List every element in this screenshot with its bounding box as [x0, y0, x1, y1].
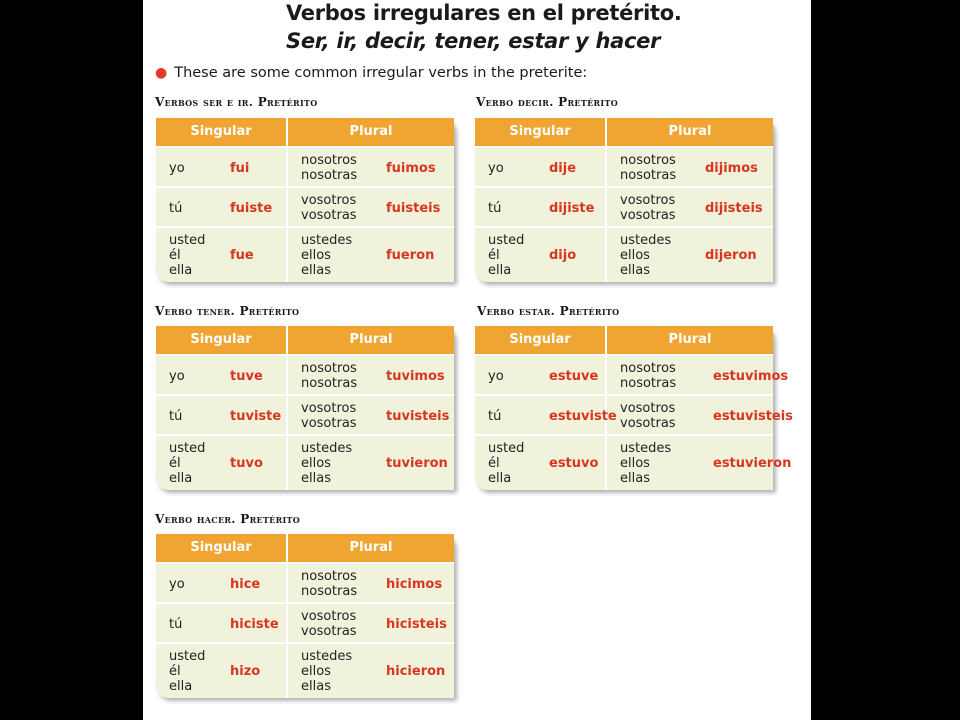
- plural-pronoun: ustedes ellos ellas: [301, 441, 353, 486]
- plural-pronoun: nosotros nosotras: [301, 153, 358, 183]
- conjugation-table-hacer: [156, 534, 454, 698]
- table-row: [475, 396, 793, 436]
- header-singular: Singular: [509, 332, 571, 347]
- conjugation-table-estar: [475, 326, 793, 490]
- plural-pronoun: vosotros vosotras: [301, 193, 357, 223]
- plural-pronoun: ustedes ellos ellas: [301, 649, 353, 694]
- plural-form: tuvisteis: [386, 409, 450, 424]
- table-row: [475, 436, 792, 490]
- singular-pronoun: tú: [169, 409, 183, 424]
- singular-form: tuvo: [230, 456, 263, 471]
- singular-form: estuviste: [549, 409, 617, 424]
- table-caption-tener: Verbo tener. Pretérito: [155, 304, 300, 318]
- singular-pronoun: tú: [488, 201, 502, 216]
- table-row: [156, 228, 454, 282]
- table-header: [156, 118, 454, 148]
- table-row: [156, 148, 454, 188]
- singular-pronoun: usted él ella: [169, 233, 206, 278]
- header-plural: Plural: [349, 540, 393, 555]
- plural-pronoun: vosotros vosotras: [620, 193, 676, 223]
- header-plural: Plural: [668, 332, 712, 347]
- plural-form: tuvieron: [386, 456, 448, 471]
- table-header: [475, 118, 773, 148]
- plural-pronoun: ustedes ellos ellas: [620, 233, 672, 278]
- plural-pronoun: vosotros vosotras: [301, 609, 357, 639]
- table-row: [156, 356, 454, 396]
- plural-form: estuvieron: [713, 456, 792, 471]
- plural-pronoun: nosotros nosotras: [620, 153, 677, 183]
- singular-pronoun: tú: [169, 201, 183, 216]
- table-row: [475, 188, 773, 228]
- header-singular: Singular: [190, 332, 252, 347]
- singular-pronoun: yo: [488, 161, 504, 176]
- plural-pronoun: nosotros nosotras: [301, 569, 358, 599]
- conjugation-table-ser-ir: [156, 118, 454, 282]
- table-caption-decir: Verbo decir. Pretérito: [476, 95, 618, 109]
- table-row: [156, 396, 454, 436]
- plural-form: fueron: [386, 248, 435, 263]
- singular-form: tuve: [230, 369, 263, 384]
- header-plural: Plural: [668, 124, 712, 139]
- singular-form: fui: [230, 161, 250, 176]
- intro-label: These are some common irregular verbs in the preterite:: [174, 65, 588, 81]
- plural-pronoun: ustedes ellos ellas: [620, 441, 672, 486]
- header-singular: Singular: [509, 124, 571, 139]
- plural-form: estuvisteis: [713, 409, 793, 424]
- table-header: [156, 326, 454, 356]
- table-row: [475, 148, 773, 188]
- plural-pronoun: vosotros vosotras: [301, 401, 357, 431]
- singular-pronoun: tú: [488, 409, 502, 424]
- singular-form: hice: [230, 577, 261, 592]
- singular-pronoun: usted él ella: [169, 441, 206, 486]
- intro-text: [155, 65, 587, 81]
- conjugation-table-decir: [475, 118, 773, 282]
- singular-form: estuvo: [549, 456, 599, 471]
- plural-pronoun: vosotros vosotras: [620, 401, 676, 431]
- singular-pronoun: yo: [488, 369, 504, 384]
- plural-form: hicimos: [386, 577, 443, 592]
- singular-form: dije: [549, 161, 577, 176]
- plural-form: estuvimos: [713, 369, 789, 384]
- table-caption-hacer: Verbo hacer. Pretérito: [155, 512, 301, 526]
- page-subtitle: Ser, ir, decir, tener, estar y hacer: [286, 29, 661, 53]
- plural-pronoun: nosotros nosotras: [620, 361, 677, 391]
- singular-pronoun: usted él ella: [488, 233, 525, 278]
- singular-pronoun: yo: [169, 577, 185, 592]
- singular-form: dijo: [549, 248, 577, 263]
- conjugation-table-tener: [156, 326, 454, 490]
- table-row: [156, 604, 454, 644]
- singular-form: estuve: [549, 369, 599, 384]
- singular-pronoun: tú: [169, 617, 183, 632]
- singular-form: fue: [230, 248, 254, 263]
- plural-form: dijisteis: [705, 201, 763, 216]
- singular-form: hizo: [230, 664, 261, 679]
- table-header: [475, 326, 773, 356]
- table-row: [156, 436, 454, 490]
- plural-form: dijeron: [705, 248, 757, 263]
- header-plural: Plural: [349, 124, 393, 139]
- table-caption-ser-ir: Verbos ser e ir. Pretérito: [155, 95, 318, 109]
- plural-form: fuisteis: [386, 201, 441, 216]
- table-row: [156, 564, 454, 604]
- plural-pronoun: nosotros nosotras: [301, 361, 358, 391]
- table-caption-estar: Verbo estar. Pretérito: [477, 304, 620, 318]
- page-title: Verbos irregulares en el pretérito.: [286, 1, 682, 25]
- textbook-page: [143, 0, 811, 720]
- singular-pronoun: yo: [169, 369, 185, 384]
- singular-form: hiciste: [230, 617, 279, 632]
- singular-form: dijiste: [549, 201, 595, 216]
- bullet-icon: ●: [155, 65, 168, 81]
- table-row: [475, 228, 773, 282]
- table-row: [156, 188, 454, 228]
- header-plural: Plural: [349, 332, 393, 347]
- plural-pronoun: ustedes ellos ellas: [301, 233, 353, 278]
- plural-form: hicisteis: [386, 617, 447, 632]
- header-singular: Singular: [190, 124, 252, 139]
- plural-form: dijimos: [705, 161, 758, 176]
- table-row: [475, 356, 789, 396]
- plural-form: tuvimos: [386, 369, 445, 384]
- singular-pronoun: yo: [169, 161, 185, 176]
- table-row: [156, 644, 454, 698]
- singular-form: tuviste: [230, 409, 282, 424]
- plural-form: fuimos: [386, 161, 436, 176]
- singular-form: fuiste: [230, 201, 273, 216]
- table-header: [156, 534, 454, 564]
- header-singular: Singular: [190, 540, 252, 555]
- singular-pronoun: usted él ella: [169, 649, 206, 694]
- singular-pronoun: usted él ella: [488, 441, 525, 486]
- plural-form: hicieron: [386, 664, 446, 679]
